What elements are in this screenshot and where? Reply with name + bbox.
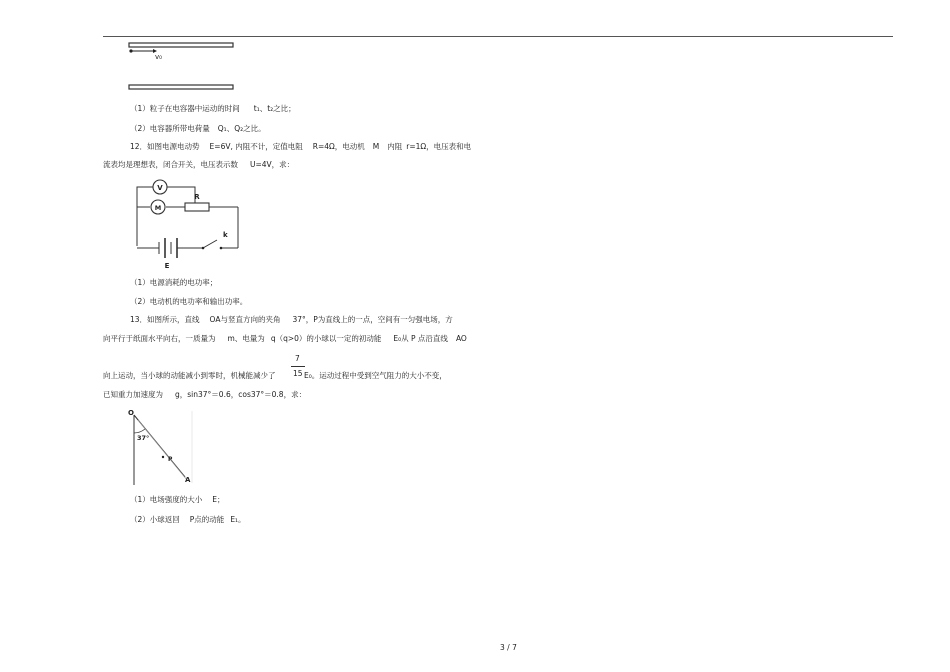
q13-part1: （1）电场强度的大小 E； xyxy=(130,495,225,504)
q12-line1: 12．如图电源电动势 E=6V, 内阻不计，定值电阻 R=4Ω，电动机 M 内阻 r=1Ω，电压表和电 xyxy=(130,142,472,151)
q12-part2: （2）电动机的电功率和输出功率。 xyxy=(130,297,248,306)
capacitor-figure xyxy=(125,40,240,95)
circuit-figure xyxy=(125,178,250,270)
battery xyxy=(159,238,177,270)
q13-line3: 向上运动，当小球的动能减小到零时，机械能减少了 xyxy=(103,371,276,380)
q12-line2: 流表均是理想表，闭合开关，电压表示数 U=4V，求： xyxy=(103,160,295,169)
capacitor-top-plate xyxy=(129,43,233,47)
q13-line1: 13．如图所示，直线 OA与竖直方向的夹角 37°，P为直线上的一点，空间有一匀强电场，方 xyxy=(130,315,453,324)
q13-line3-end: E₀。运动过程中受到空气阻力的大小不变， xyxy=(304,371,447,380)
q13-line2: 向平行于纸面水平向右，一质量为 m、电量为 q（q>0）的小球以一定的初动能 E₀从 P 点沿直线 AO xyxy=(103,334,467,343)
svg-text:k: k xyxy=(223,231,228,239)
svg-text:M: M xyxy=(154,204,162,212)
point-p-dot xyxy=(162,456,164,458)
header-rule xyxy=(103,36,893,37)
resistor xyxy=(185,193,209,211)
q13-line4: 已知重力加速度为 g，sin37°＝0.6，cos37°＝0.8，求： xyxy=(103,390,307,399)
label-angle: 37° xyxy=(137,434,150,442)
page-number: 3 / 7 xyxy=(500,643,517,652)
q12-part1: （1）电源消耗的电功率； xyxy=(130,278,218,287)
q13-part2: （2）小球返回 P点的动能 E₁。 xyxy=(130,515,246,524)
svg-text:V: V xyxy=(157,184,163,192)
label-p: P xyxy=(168,456,173,463)
label-o: O xyxy=(128,409,134,417)
q11-part2: （2）电容器所带电荷量 Q₁、Q₂之比。 xyxy=(130,124,266,133)
voltmeter xyxy=(153,180,167,194)
label-a: A xyxy=(185,476,191,484)
velocity-label: v₀ xyxy=(155,53,162,61)
q11-part1: （1）粒子在电容器中运动的时间 t₁、t₂之比； xyxy=(130,104,296,113)
q13-fraction-numerator: 7 xyxy=(295,354,300,363)
capacitor-bottom-plate xyxy=(129,85,233,89)
fraction-bar xyxy=(291,366,305,367)
svg-text:R: R xyxy=(194,193,200,201)
svg-text:E: E xyxy=(164,262,170,270)
motor xyxy=(151,200,165,214)
q13-fraction-denominator: 15 xyxy=(293,369,303,378)
incline-figure xyxy=(122,407,200,487)
